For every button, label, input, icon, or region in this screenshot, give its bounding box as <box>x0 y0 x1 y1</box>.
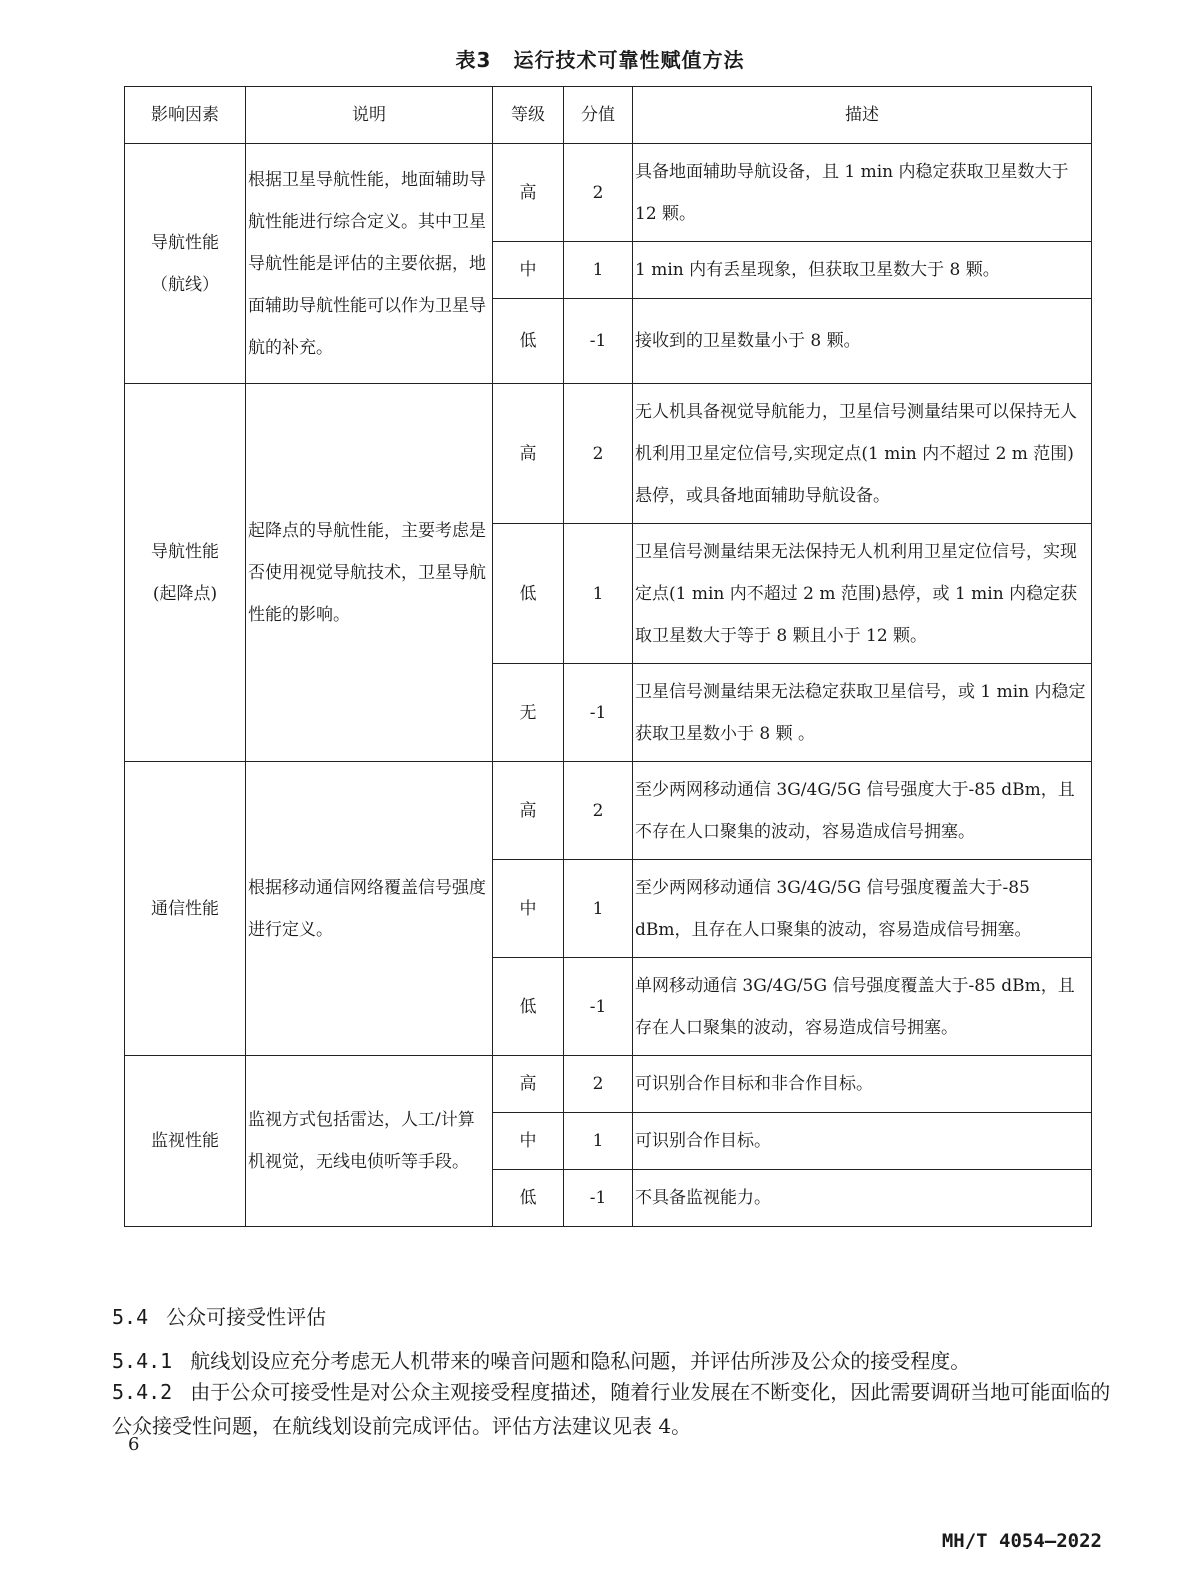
page-number: 6 <box>128 1434 140 1455</box>
explanation-cell: 根据移动通信网络覆盖信号强度进行定义。 <box>246 762 493 1056</box>
score-cell: -1 <box>564 664 633 762</box>
level-cell: 中 <box>493 1113 564 1170</box>
score-cell: 2 <box>564 144 633 242</box>
clause-number: 5.4.1 <box>112 1349 173 1373</box>
score-cell: 1 <box>564 1113 633 1170</box>
score-cell: 1 <box>564 242 633 299</box>
level-cell: 高 <box>493 1056 564 1113</box>
level-cell: 低 <box>493 299 564 384</box>
header-score: 分值 <box>564 87 633 144</box>
level-cell: 高 <box>493 384 564 524</box>
score-cell: 1 <box>564 860 633 958</box>
factor-cell <box>125 762 246 1056</box>
description-cell: 至少两网移动通信 3G/4G/5G 信号强度大于-85 dBm，且不存在人口聚集的波动，容易造成信号拥塞。 <box>633 762 1092 860</box>
explanation-cell: 起降点的导航性能，主要考虑是否使用视觉导航技术，卫星导航性能的影响。 <box>246 384 493 762</box>
header-level: 等级 <box>493 87 564 144</box>
description-cell: 卫星信号测量结果无法保持无人机利用卫星定位信号，实现定点(1 min 内不超过 2 m 范围)悬停，或 1 min 内稳定获取卫星数大于等于 8 颗且小于 12 颗。 <box>633 524 1092 664</box>
factor-sublabel: （航线） <box>151 274 219 295</box>
description-cell: 单网移动通信 3G/4G/5G 信号强度覆盖大于-85 dBm，且存在人口聚集的波动，容易造成信号拥塞。 <box>633 958 1092 1056</box>
score-cell: -1 <box>564 299 633 384</box>
clause-paragraph <box>112 1375 1112 1443</box>
table-row <box>125 144 1092 242</box>
explanation-cell: 监视方式包括雷达，人工/计算机视觉，无线电侦听等手段。 <box>246 1056 493 1227</box>
explanation-cell: 根据卫星导航性能，地面辅助导航性能进行综合定义。其中卫星导航性能是评估的主要依据，地面辅助导航性能可以作为卫星导航的补充。 <box>246 144 493 384</box>
header-explanation: 说明 <box>246 87 493 144</box>
level-cell: 高 <box>493 762 564 860</box>
description-cell: 卫星信号测量结果无法稳定获取卫星信号，或 1 min 内稳定获取卫星数小于 8 颗 。 <box>633 664 1092 762</box>
reliability-table <box>124 86 1092 1227</box>
clause-text: 航线划设应充分考虑无人机带来的噪音问题和隐私问题，并评估所涉及公众的接受程度。 <box>190 1349 971 1373</box>
clause-number: 5.4.2 <box>112 1380 173 1404</box>
score-cell: 2 <box>564 1056 633 1113</box>
header-factor: 影响因素 <box>125 87 246 144</box>
description-cell: 无人机具备视觉导航能力，卫星信号测量结果可以保持无人机利用卫星定位信号,实现定点(1 min 内不超过 2 m 范围)悬停，或具备地面辅助导航设备。 <box>633 384 1092 524</box>
factor-label: 导航性能 <box>151 232 219 253</box>
section-heading <box>112 1300 1112 1334</box>
level-cell: 中 <box>493 860 564 958</box>
factor-cell <box>125 144 246 384</box>
level-cell: 低 <box>493 958 564 1056</box>
description-cell: 具备地面辅助导航设备，且 1 min 内稳定获取卫星数大于 12 颗。 <box>633 144 1092 242</box>
level-cell: 高 <box>493 144 564 242</box>
section-number: 5.4 <box>112 1305 149 1329</box>
score-cell: -1 <box>564 1170 633 1227</box>
description-cell: 不具备监视能力。 <box>633 1170 1092 1227</box>
description-cell: 1 min 内有丢星现象，但获取卫星数大于 8 颗。 <box>633 242 1092 299</box>
description-cell: 可识别合作目标。 <box>633 1113 1092 1170</box>
level-cell: 低 <box>493 1170 564 1227</box>
score-cell: 1 <box>564 524 633 664</box>
document-id: MH/T 4054—2022 <box>941 1530 1102 1552</box>
description-cell: 至少两网移动通信 3G/4G/5G 信号强度覆盖大于-85 dBm，且存在人口聚集的波动，容易造成信号拥塞。 <box>633 860 1092 958</box>
factor-sublabel: (起降点) <box>152 583 218 604</box>
table-number: 表3 <box>455 48 492 72</box>
level-cell: 低 <box>493 524 564 664</box>
score-cell: -1 <box>564 958 633 1056</box>
table-row <box>125 1056 1092 1113</box>
score-cell: 2 <box>564 384 633 524</box>
description-cell: 可识别合作目标和非合作目标。 <box>633 1056 1092 1113</box>
description-cell: 接收到的卫星数量小于 8 颗。 <box>633 299 1092 384</box>
factor-label: 导航性能 <box>151 541 219 562</box>
clause-text: 由于公众可接受性是对公众主观接受程度描述，随着行业发展在不断变化，因此需要调研当地可能面临的公众接受性问题，在航线划设前完成评估。评估方法建议见表 4。 <box>112 1380 1111 1438</box>
level-cell: 中 <box>493 242 564 299</box>
table-row <box>125 384 1092 524</box>
level-cell: 无 <box>493 664 564 762</box>
table-caption <box>0 44 1200 73</box>
table-row <box>125 762 1092 860</box>
factor-label: 通信性能 <box>151 898 219 919</box>
clause-paragraph <box>112 1344 1112 1378</box>
factor-cell <box>125 1056 246 1227</box>
factor-cell <box>125 384 246 762</box>
score-cell: 2 <box>564 762 633 860</box>
factor-label: 监视性能 <box>151 1131 219 1151</box>
section-title: 公众可接受性评估 <box>166 1305 327 1329</box>
header-description: 描述 <box>633 87 1092 144</box>
table-title: 运行技术可靠性赋值方法 <box>513 48 745 72</box>
table-header-row <box>125 87 1092 144</box>
